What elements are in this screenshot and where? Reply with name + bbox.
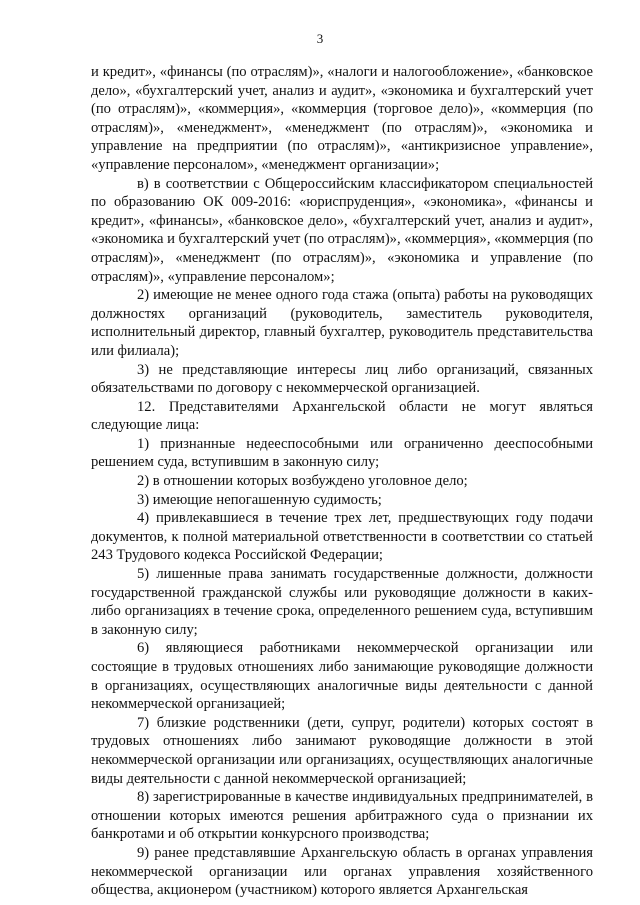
paragraph-list-item-8: 8) зарегистрированные в качестве индивидуальных предпринимателей, в отношении которых имеются решения арбитражного суда о признании их банкротами и об открытии конкурсного производства; (91, 789, 593, 843)
paragraph-list-item-7: 7) близкие родственники (дети, супруг, родители) которых состоят в трудовых отношениях либо занимают руководящие должности в этой некоммерческой организации или организациях, осуществляющих аналогичные виды деятельности с данной некоммерческой организацией; (91, 714, 593, 787)
paragraph-list-item-5: 5) лишенные права занимать государственные должности, должности государственной гражданской службы или руководящие должности в каких-либо организациях в течение срока, определенного решением суда, вступившим в законную силу; (91, 566, 593, 638)
paragraph-list-item-9: 9) ранее представлявшие Архангельскую область в органах управления некоммерческой организации или органах управления хозяйственного общества, акционером (участником) которого является Архангельская (91, 844, 593, 899)
page-number: 3 (316, 31, 324, 46)
paragraph-list-item-6: 6) являющиеся работниками некоммерческой организации или состоящие в трудовых отношениях либо занимающие руководящие должности в организациях, осуществляющих аналогичные виды деятельности с данной некоммерческой организацией; (91, 640, 593, 713)
paragraph-item-3: 3) не представляющие интересы лиц либо организаций, связанных обязательствами по договору с некоммерческой организацией. (91, 361, 593, 397)
paragraph-list-item-3: 3) имеющие непогашенную судимость; (137, 491, 382, 508)
paragraph-subitem-v: в) в соответствии с Общероссийским классификатором специальностей по образованию ОК 009-2016: «юриспруденция», «экономика», «финансы и кредит», «финансы», «банковское дело», «бухгалтерский учет, анализ и аудит», «экономика и бухгалтерский учет (по отраслям)», «коммерция», «коммерция (по отраслям)», «менеджмент (по отраслям)», «экономика и управление (по отраслям)», «управление персоналом»; (91, 175, 593, 285)
document-body (91, 63, 593, 900)
paragraph-continuation: и кредит», «финансы (по отраслям)», «налоги и налогообложение», «банковское дело», «бухгалтерский учет, анализ и аудит», «экономика и бухгалтерский учет (по отраслям)», «коммерция», «коммерция (торговое дело)», «коммерция (по отраслям)», «менеджмент», «менеджмент (по отраслям)», «экономика и управление на предприятии (по отраслям)», «антикризисное управление», «управление персоналом», «менеджмент организации»; (91, 64, 593, 173)
paragraph-item-2: 2) имеющие не менее одного года стажа (опыта) работы на руководящих должностях организаций (руководитель, заместитель руководителя, исполнительный директор, главный бухгалтер, руководитель представительства или филиала); (91, 287, 593, 359)
paragraph-list-item-2: 2) в отношении которых возбуждено уголовное дело; (137, 473, 468, 490)
paragraph-list-item-4: 4) привлекавшиеся в течение трех лет, предшествующих году подачи документов, к полной материальной ответственности в соответствии со статьей 243 Трудового кодекса Российской Федерации; (91, 510, 593, 564)
paragraph-section-12: 12. Представителями Архангельской области не могут являться следующие лица: (91, 398, 593, 434)
paragraph-list-item-1: 1) признанные недееспособными или ограниченно дееспособными решением суда, вступившим в законную силу; (91, 435, 593, 471)
